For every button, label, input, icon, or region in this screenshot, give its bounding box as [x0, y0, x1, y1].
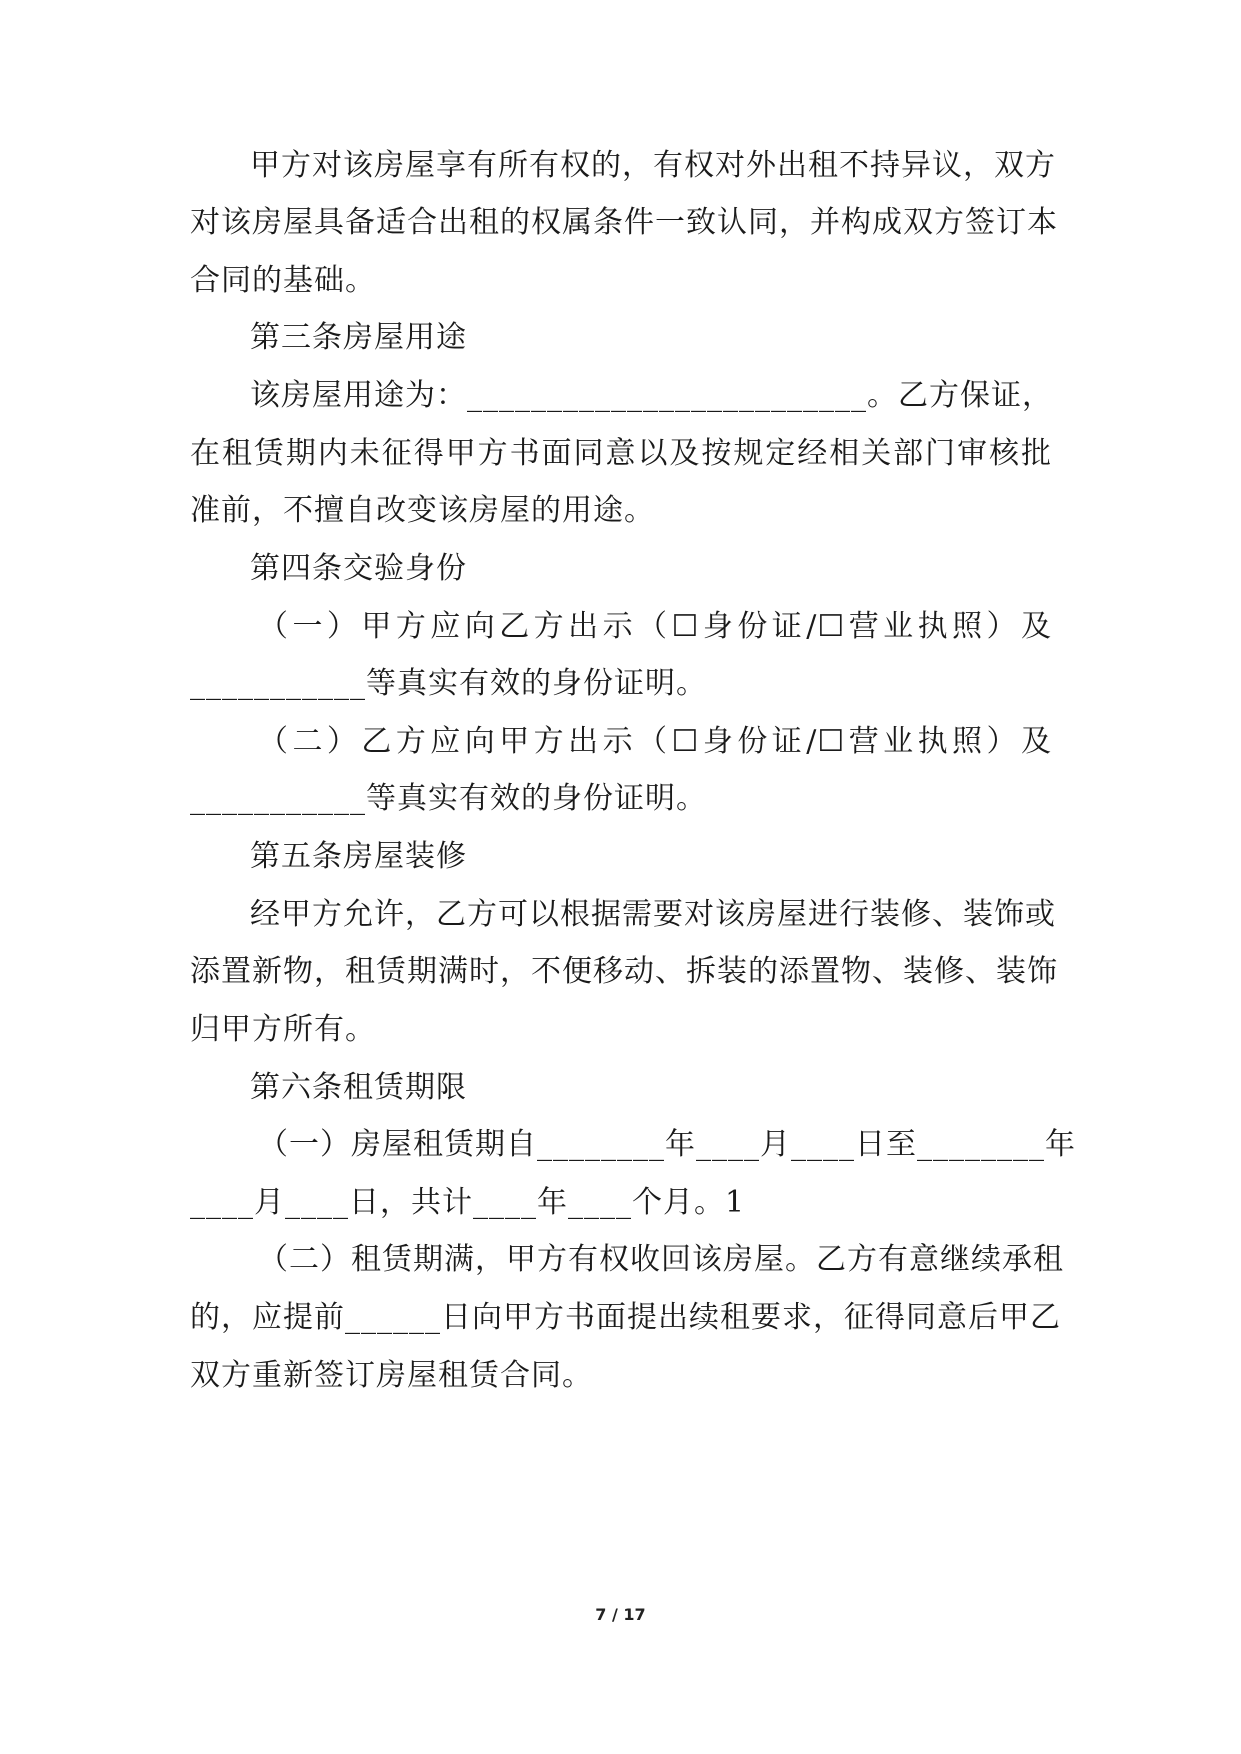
section-heading: 第四条交验身份	[250, 551, 467, 586]
paragraph-line: 对该房屋具备适合出租的权属条件一致认同，并构成双方签订本	[190, 205, 1058, 240]
paragraph-line: （二）乙方应向甲方出示（☐身份证/☐营业执照）及	[258, 724, 1052, 759]
paragraph-line: （一）甲方应向乙方出示（☐身份证/☐营业执照）及	[258, 609, 1052, 644]
paragraph-line: ___________等真实有效的身份证明。	[190, 666, 707, 701]
page-number: 7 / 17	[595, 1605, 646, 1624]
paragraph-line: （一）房屋租赁期自________年____月____日至________年	[258, 1127, 1076, 1162]
section-heading: 第三条房屋用途	[250, 320, 467, 355]
paragraph-line: 甲方对该房屋享有所有权的，有权对外出租不持异议，双方	[250, 148, 1056, 183]
paragraph-line: ___________等真实有效的身份证明。	[190, 781, 707, 816]
paragraph-line: 合同的基础。	[190, 263, 376, 298]
paragraph-line: 该房屋用途为：_________________________。乙方保证，	[250, 378, 1053, 413]
paragraph-line: （二）租赁期满，甲方有权收回该房屋。乙方有意继续承租	[258, 1242, 1064, 1277]
section-heading: 第六条租赁期限	[250, 1070, 467, 1105]
paragraph-line: 双方重新签订房屋租赁合同。	[190, 1358, 593, 1393]
paragraph-line: 添置新物，租赁期满时，不便移动、拆装的添置物、装修、装饰	[190, 954, 1058, 989]
paragraph-line: ____月____日，共计____年____个月。1	[190, 1185, 746, 1220]
paragraph-line: 在租赁期内未征得甲方书面同意以及按规定经相关部门审核批	[190, 436, 1052, 471]
section-heading: 第五条房屋装修	[250, 839, 467, 874]
paragraph-line: 归甲方所有。	[190, 1012, 376, 1047]
paragraph-line: 经甲方允许，乙方可以根据需要对该房屋进行装修、装饰或	[250, 897, 1056, 932]
paragraph-line: 准前，不擅自改变该房屋的用途。	[190, 493, 655, 528]
paragraph-line: 的，应提前______日向甲方书面提出续租要求，征得同意后甲乙	[190, 1300, 1061, 1335]
